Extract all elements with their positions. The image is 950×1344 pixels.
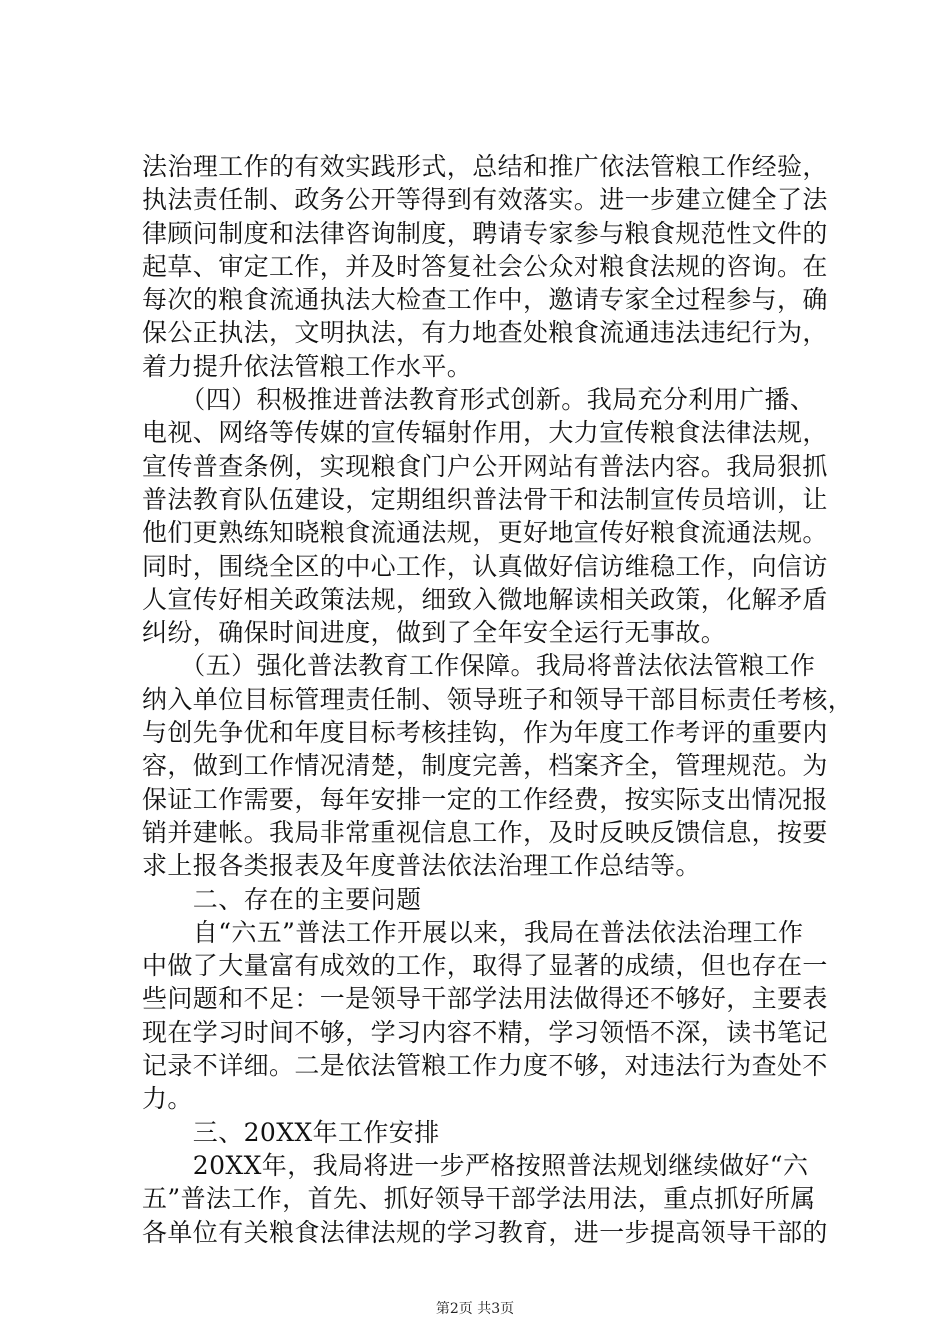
text-line: 纳入单位目标管理责任制、领导班子和领导干部目标责任考核， [142,684,854,714]
text-line: 记录不详细。二是依法管粮工作力度不够，对违法行为查处不 [142,1051,828,1081]
text-line: 五”普法工作，首先、抓好领导干部学法用法，重点抓好所属 [142,1184,816,1214]
text-line: 力。 [142,1084,193,1114]
text-line: 起草、审定工作，并及时答复社会公众对粮食法规的咨询。在 [142,251,828,281]
text-line: 20XX年，我局将进一步严格按照普法规划继续做好“六 [142,1150,809,1180]
text-line: 着力提升依法管粮工作水平。 [142,351,473,381]
text-line: 人宣传好相关政策法规，细致入微地解读相关政策，化解矛盾 [142,584,828,614]
text-line: 每次的粮食流通执法大检查工作中，邀请专家全过程参与，确 [142,285,828,315]
text-line: 电视、网络等传媒的宣传辐射作用，大力宣传粮食法律法规， [142,418,828,448]
text-line: （四）积极推进普法教育形式创新。我局充分利用广播、 [142,385,816,415]
text-line: 现在学习时间不够，学习内容不精，学习领悟不深，读书笔记 [142,1017,828,1047]
page-number: 第2页 共3页 [435,1301,515,1317]
text-line: 他们更熟练知晓粮食流通法规，更好地宣传好粮食流通法规。 [142,518,828,548]
text-line: 保公正执法，文明执法，有力地查处粮食流通违法违纪行为， [142,318,828,348]
text-line: 二、存在的主要问题 [142,884,422,914]
text-line: 中做了大量富有成效的工作，取得了显著的成绩，但也存在一 [142,951,828,981]
text-line: 律顾问制度和法律咨询制度，聘请专家参与粮食规范性文件的 [142,218,828,248]
text-line: 些问题和不足：一是领导干部学法用法做得还不够好，主要表 [142,984,828,1014]
body-text [142,150,854,1249]
text-line: 容，做到工作情况清楚，制度完善，档案齐全，管理规范。为 [142,751,828,781]
text-line: 三、20XX年工作安排 [142,1117,440,1147]
text-line: 同时，围绕全区的中心工作，认真做好信访维稳工作，向信访 [142,551,828,581]
text-line: 保证工作需要，每年安排一定的工作经费，按实际支出情况报 [142,784,828,814]
text-line: 执法责任制、政务公开等得到有效落实。进一步建立健全了法 [142,185,828,215]
text-line: 各单位有关粮食法律法规的学习教育，进一步提高领导干部的 [142,1217,828,1247]
text-line: 普法教育队伍建设，定期组织普法骨干和法制宣传员培训，让 [142,484,828,514]
text-line: 求上报各类报表及年度普法依法治理工作总结等。 [142,851,701,881]
text-line: 纠纷，确保时间进度，做到了全年安全运行无事故。 [142,618,727,648]
text-line: 法治理工作的有效实践形式，总结和推广依法管粮工作经验， [142,152,828,181]
text-line: 与创先争优和年度目标考核挂钩，作为年度工作考评的重要内 [142,718,828,748]
text-line: 销并建帐。我局非常重视信息工作，及时反映反馈信息，按要 [142,817,828,847]
text-line: 自“六五”普法工作开展以来，我局在普法依法治理工作 [142,917,804,947]
text-line: 宣传普查条例，实现粮食门户公开网站有普法内容。我局狠抓 [142,451,828,481]
text-line: （五）强化普法教育工作保障。我局将普法依法管粮工作 [142,651,816,681]
